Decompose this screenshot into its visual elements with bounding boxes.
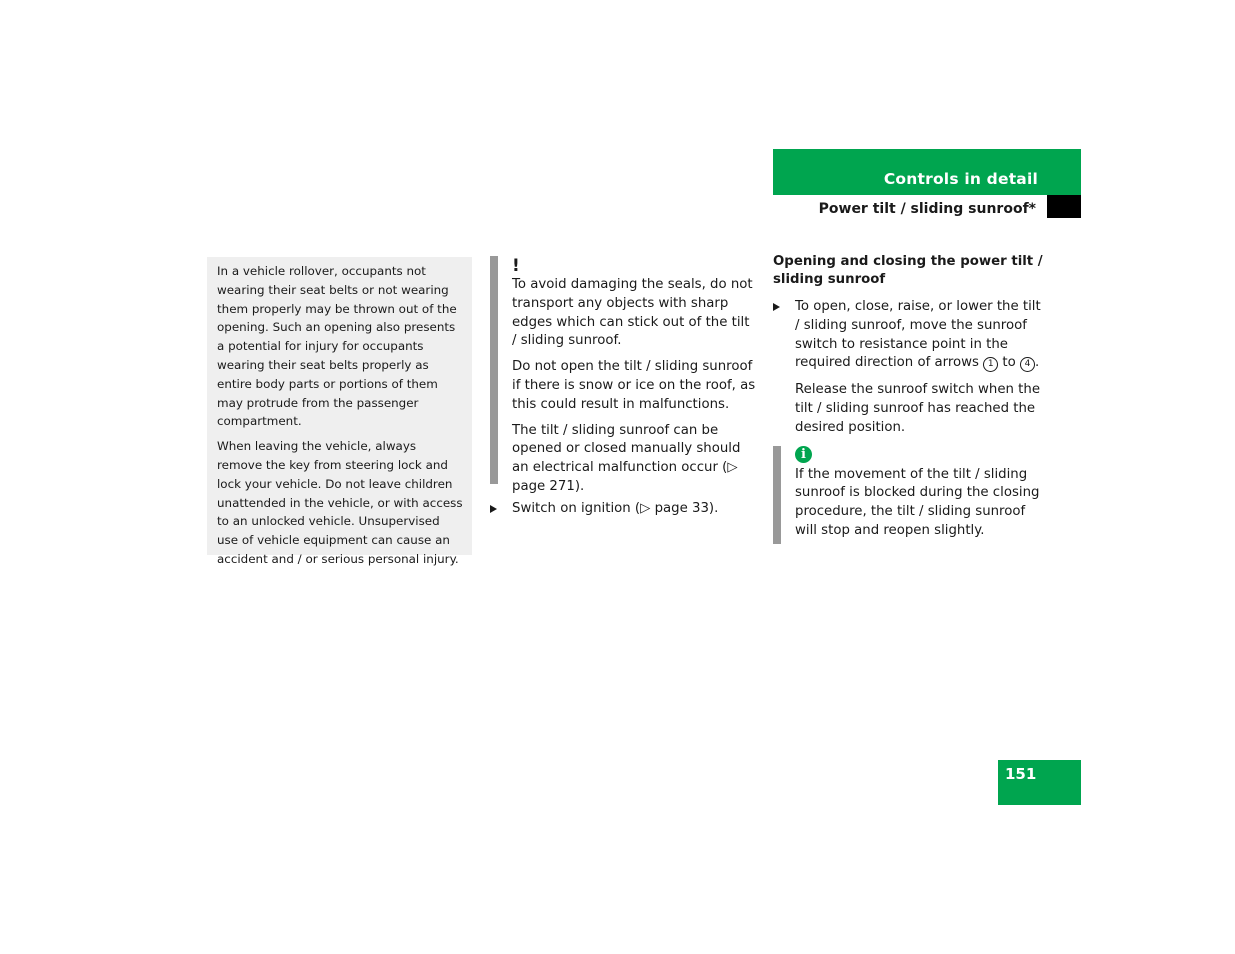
exclamation-icon: ! <box>512 256 520 276</box>
arrow-number-badge: 1 <box>983 357 998 372</box>
section-heading: Opening and closing the power tilt / sliding sunroof <box>773 254 1043 287</box>
warning-box <box>207 257 472 566</box>
bullet-arrow-icon <box>490 505 497 513</box>
warning-paragraph: In a vehicle rollover, occupants not wearing their seat belts or not wearing them properly may be thrown out of the opening. Such an opening also presents a potential for injury for occupants wearing their seat belts properly as entire body parts or portions of them may protrude from the passenger compartment. <box>217 264 457 429</box>
caution-paragraph: To avoid damaging the seals, do not transport any objects with sharp edges which can stick out of the tilt / sliding sunroof. <box>512 277 753 349</box>
step-text: To open, close, raise, or lower the tilt / sliding sunroof, move the sunroof switch to resistance point in the required direction of arrows 1 to 4 . <box>795 299 1041 371</box>
page-number: 151 <box>1005 765 1037 783</box>
step-switch-on-ignition <box>490 500 758 519</box>
info-note-box <box>773 446 1048 544</box>
warning-paragraph: When leaving the vehicle, always remove the key from steering lock and lock your vehicle. Do not leave children unattended in the vehicle, or with access to an unlocked vehicle. Unsupervised use of vehicle equipment can cause an accident and / or serious personal injury. <box>217 439 463 566</box>
caution-paragraph: The tilt / sliding sunroof can be opened or closed manually should an electrical malfunction occur (▷ page 271). <box>512 422 741 494</box>
page-number-box <box>998 760 1081 805</box>
caution-paragraph: Do not open the tilt / sliding sunroof if there is snow or ice on the roof, as this could result in malfunctions. <box>512 359 756 412</box>
right-column <box>773 253 1048 544</box>
caution-box <box>490 256 758 494</box>
info-text: If the movement of the tilt / sliding sunroof is blocked during the closing procedure, the tilt / sliding sunroof will stop and reopen slightly. <box>795 466 1040 538</box>
arrow-number-badge: 4 <box>1020 357 1035 372</box>
section-title: Controls in detail <box>883 170 1038 188</box>
bullet-arrow-icon <box>773 303 780 311</box>
step-text: Switch on ignition (▷ page 33). <box>512 501 719 516</box>
info-icon: i <box>795 446 812 463</box>
middle-column <box>490 256 758 519</box>
header-tab-marker <box>1047 195 1081 218</box>
step-operate-sunroof <box>773 298 1048 438</box>
step-followup-text: Release the sunroof switch when the tilt / sliding sunroof has reached the desired position. <box>795 382 1040 435</box>
section-header-bar <box>773 149 1081 195</box>
subsection-title: Power tilt / sliding sunroof* <box>818 201 1036 217</box>
